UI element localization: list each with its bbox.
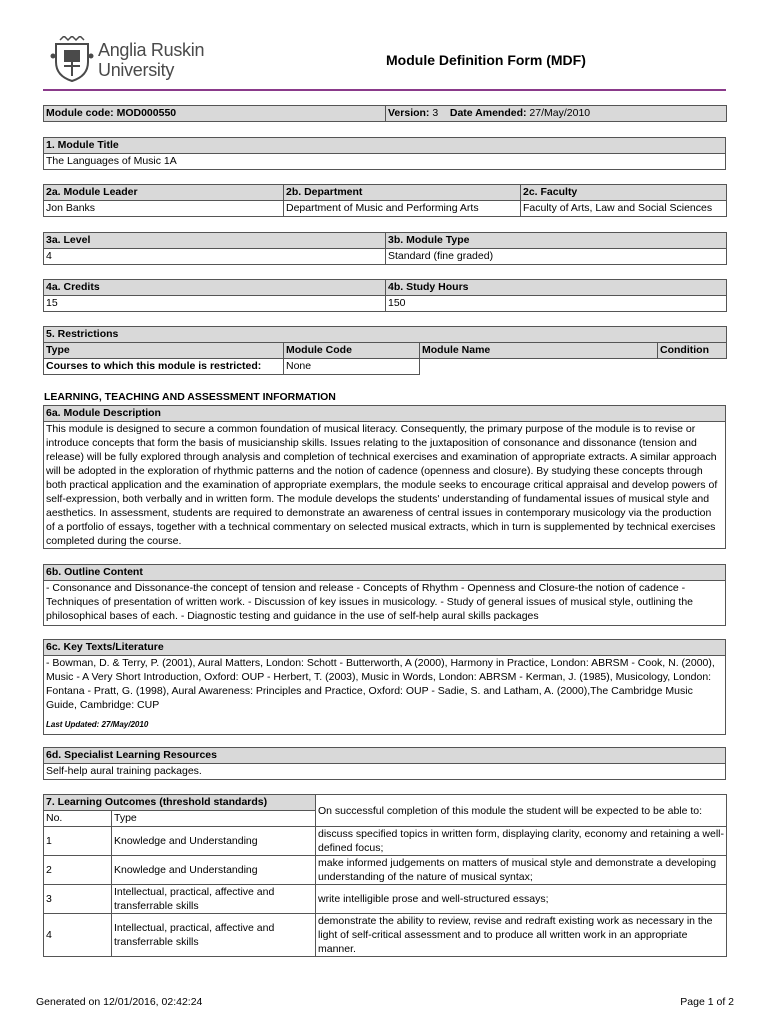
- university-logo: [50, 36, 205, 86]
- module-description-label: 6a. Module Description: [44, 406, 726, 422]
- level-table: [43, 232, 727, 265]
- outcome-desc: make informed judgements on matters of musical style and demonstrate a developing understanding of the nature of musical syntax;: [316, 856, 727, 885]
- restriction-row-code: None: [284, 359, 420, 375]
- level-label: 3a. Level: [44, 233, 386, 249]
- module-type-value: Standard (fine graded): [386, 249, 727, 265]
- leader-table: [43, 184, 727, 217]
- col-type: Type: [44, 343, 284, 359]
- module-code-table: [43, 105, 727, 122]
- outcome-type: Knowledge and Understanding: [112, 827, 316, 856]
- study-hours-label: 4b. Study Hours: [386, 280, 727, 296]
- department-value: Department of Music and Performing Arts: [284, 201, 521, 217]
- module-title-label: 1. Module Title: [44, 138, 726, 154]
- outcome-no: 1: [44, 827, 112, 856]
- outcome-type: Intellectual, practical, affective and transferrable skills: [112, 914, 316, 957]
- key-texts-label: 6c. Key Texts/Literature: [44, 640, 726, 656]
- credits-table: [43, 279, 727, 312]
- date-value: 27/May/2010: [529, 107, 591, 119]
- key-texts-table: [43, 639, 726, 735]
- form-title: Module Definition Form (MDF): [386, 52, 586, 68]
- col-condition: Condition: [658, 343, 727, 359]
- version-value: 3: [432, 107, 439, 119]
- module-title-table: [43, 137, 726, 170]
- key-texts-cell: [44, 656, 726, 735]
- faculty-label: 2c. Faculty: [521, 185, 727, 201]
- outline-content-label: 6b. Outline Content: [44, 565, 726, 581]
- learning-outcomes-table: [43, 794, 727, 957]
- level-value: 4: [44, 249, 386, 265]
- restrictions-title: 5. Restrictions: [44, 327, 727, 343]
- module-description-table: [43, 405, 726, 549]
- generated-on: Generated on 12/01/2016, 02:42:24: [36, 996, 203, 1008]
- learning-resources-value: Self-help aural training packages.: [44, 764, 726, 780]
- last-updated: Last Updated: 27/May/2010: [46, 720, 149, 729]
- module-type-label: 3b. Module Type: [386, 233, 727, 249]
- learning-resources-table: [43, 747, 726, 780]
- faculty-value: Faculty of Arts, Law and Social Sciences: [521, 201, 727, 217]
- version-date: [386, 106, 727, 122]
- restriction-row-label: Courses to which this module is restricted:: [44, 359, 284, 375]
- restrictions-table: [43, 326, 727, 375]
- outcome-type: Knowledge and Understanding: [112, 856, 316, 885]
- outline-content-table: [43, 564, 726, 626]
- logo-line-2: University: [98, 60, 175, 80]
- key-texts-text: - Bowman, D. & Terry, P. (2001), Aural Matters, London: Schott - Butterworth, A (2000), Harmony in Practice, London: ABRSM - Cook, N. (2000), Music - A Very Short Introduction, Oxford: OUP - Herbert, T. (2003), Music in Words, London: ABRSM - Kerman, J. (1985), Musicology, London: Fontana - Pratt, G. (1998), Aural Awareness: Principles and Practice, Oxford: OUP - Sadie, S. and Latham, A. (2000),The Cambridge Music Guide, Cambridge: CUP: [46, 657, 715, 711]
- date-label: Date Amended:: [449, 107, 527, 119]
- study-hours-value: 150: [386, 296, 727, 312]
- outcome-no: 4: [44, 914, 112, 957]
- outcome-desc: write intelligible prose and well-structured essays;: [316, 885, 727, 914]
- module-description-text: This module is designed to secure a common foundation of musical literacy. Consequently, the primary purpose of the module is to revise or introduce concepts that form the basis of musicianship skills. Issues relating to the juxtaposition of consonance and dissonance (tension and release) will be fully explored through analysis and completion of technical exercises and examination of appropriate extracts. A similar approach will be adopted in the exploration of rhythmic patterns and the notion of cadence (openness and closure). By studying these concepts through both practical application and the examination of appropriate exemplars, the module seeks to encourage critical appraisal and develop powers of self-expression, both verbally and in written form. The module develops the students' understanding of fundamental issues of musical style and aesthetics. In assessment, students are required to demonstrate an awareness of central issues in contemporary musicology via the production of a portfolio of essays, together with a technical commentary on selected musical extracts, which in turn is supplemented by technical exercises completed during the course.: [44, 422, 726, 549]
- learning-outcomes-title: 7. Learning Outcomes (threshold standards): [44, 795, 316, 811]
- leader-label: 2a. Module Leader: [44, 185, 284, 201]
- header-divider: [43, 89, 726, 91]
- outcome-no: 3: [44, 885, 112, 914]
- lta-section-title: LEARNING, TEACHING AND ASSESSMENT INFORMATION: [44, 391, 336, 403]
- outcome-type: Intellectual, practical, affective and transferrable skills: [112, 885, 316, 914]
- module-title-value: The Languages of Music 1A: [44, 154, 726, 170]
- version-label: Version:: [388, 107, 430, 119]
- leader-value: Jon Banks: [44, 201, 284, 217]
- col-module-name: Module Name: [420, 343, 658, 359]
- department-label: 2b. Department: [284, 185, 521, 201]
- outcomes-col-desc: On successful completion of this module the student will be expected to be able to:: [316, 795, 727, 827]
- learning-resources-label: 6d. Specialist Learning Resources: [44, 748, 726, 764]
- credits-label: 4a. Credits: [44, 280, 386, 296]
- outcomes-col-type: Type: [112, 811, 316, 827]
- page-header: [0, 0, 770, 92]
- outcome-desc: discuss specified topics in written form, displaying clarity, economy and retaining a well-defined focus;: [316, 827, 727, 856]
- crest-icon: [50, 36, 94, 82]
- credits-value: 15: [44, 296, 386, 312]
- outcome-desc: demonstrate the ability to review, revise and redraft existing work as necessary in the light of self-critical assessment and to produce all written work in an appropriate manner.: [316, 914, 727, 957]
- logo-line-1: Anglia Ruskin: [98, 40, 205, 60]
- col-module-code: Module Code: [284, 343, 420, 359]
- outcome-no: 2: [44, 856, 112, 885]
- outcomes-col-no: No.: [44, 811, 112, 827]
- outline-content-text: - Consonance and Dissonance-the concept of tension and release - Concepts of Rhythm - Openness and Closure-the notion of cadence - Techniques of presentation of written work. - Discussion of key issues in musicology. - Study of general issues of musical style, outlining the philosophical bases of each. - Diagnostic testing and guidance in the use of self-help aural skills packages: [44, 581, 726, 626]
- page-number: Page 1 of 2: [680, 996, 734, 1008]
- module-code: Module code: MOD000550: [44, 106, 386, 122]
